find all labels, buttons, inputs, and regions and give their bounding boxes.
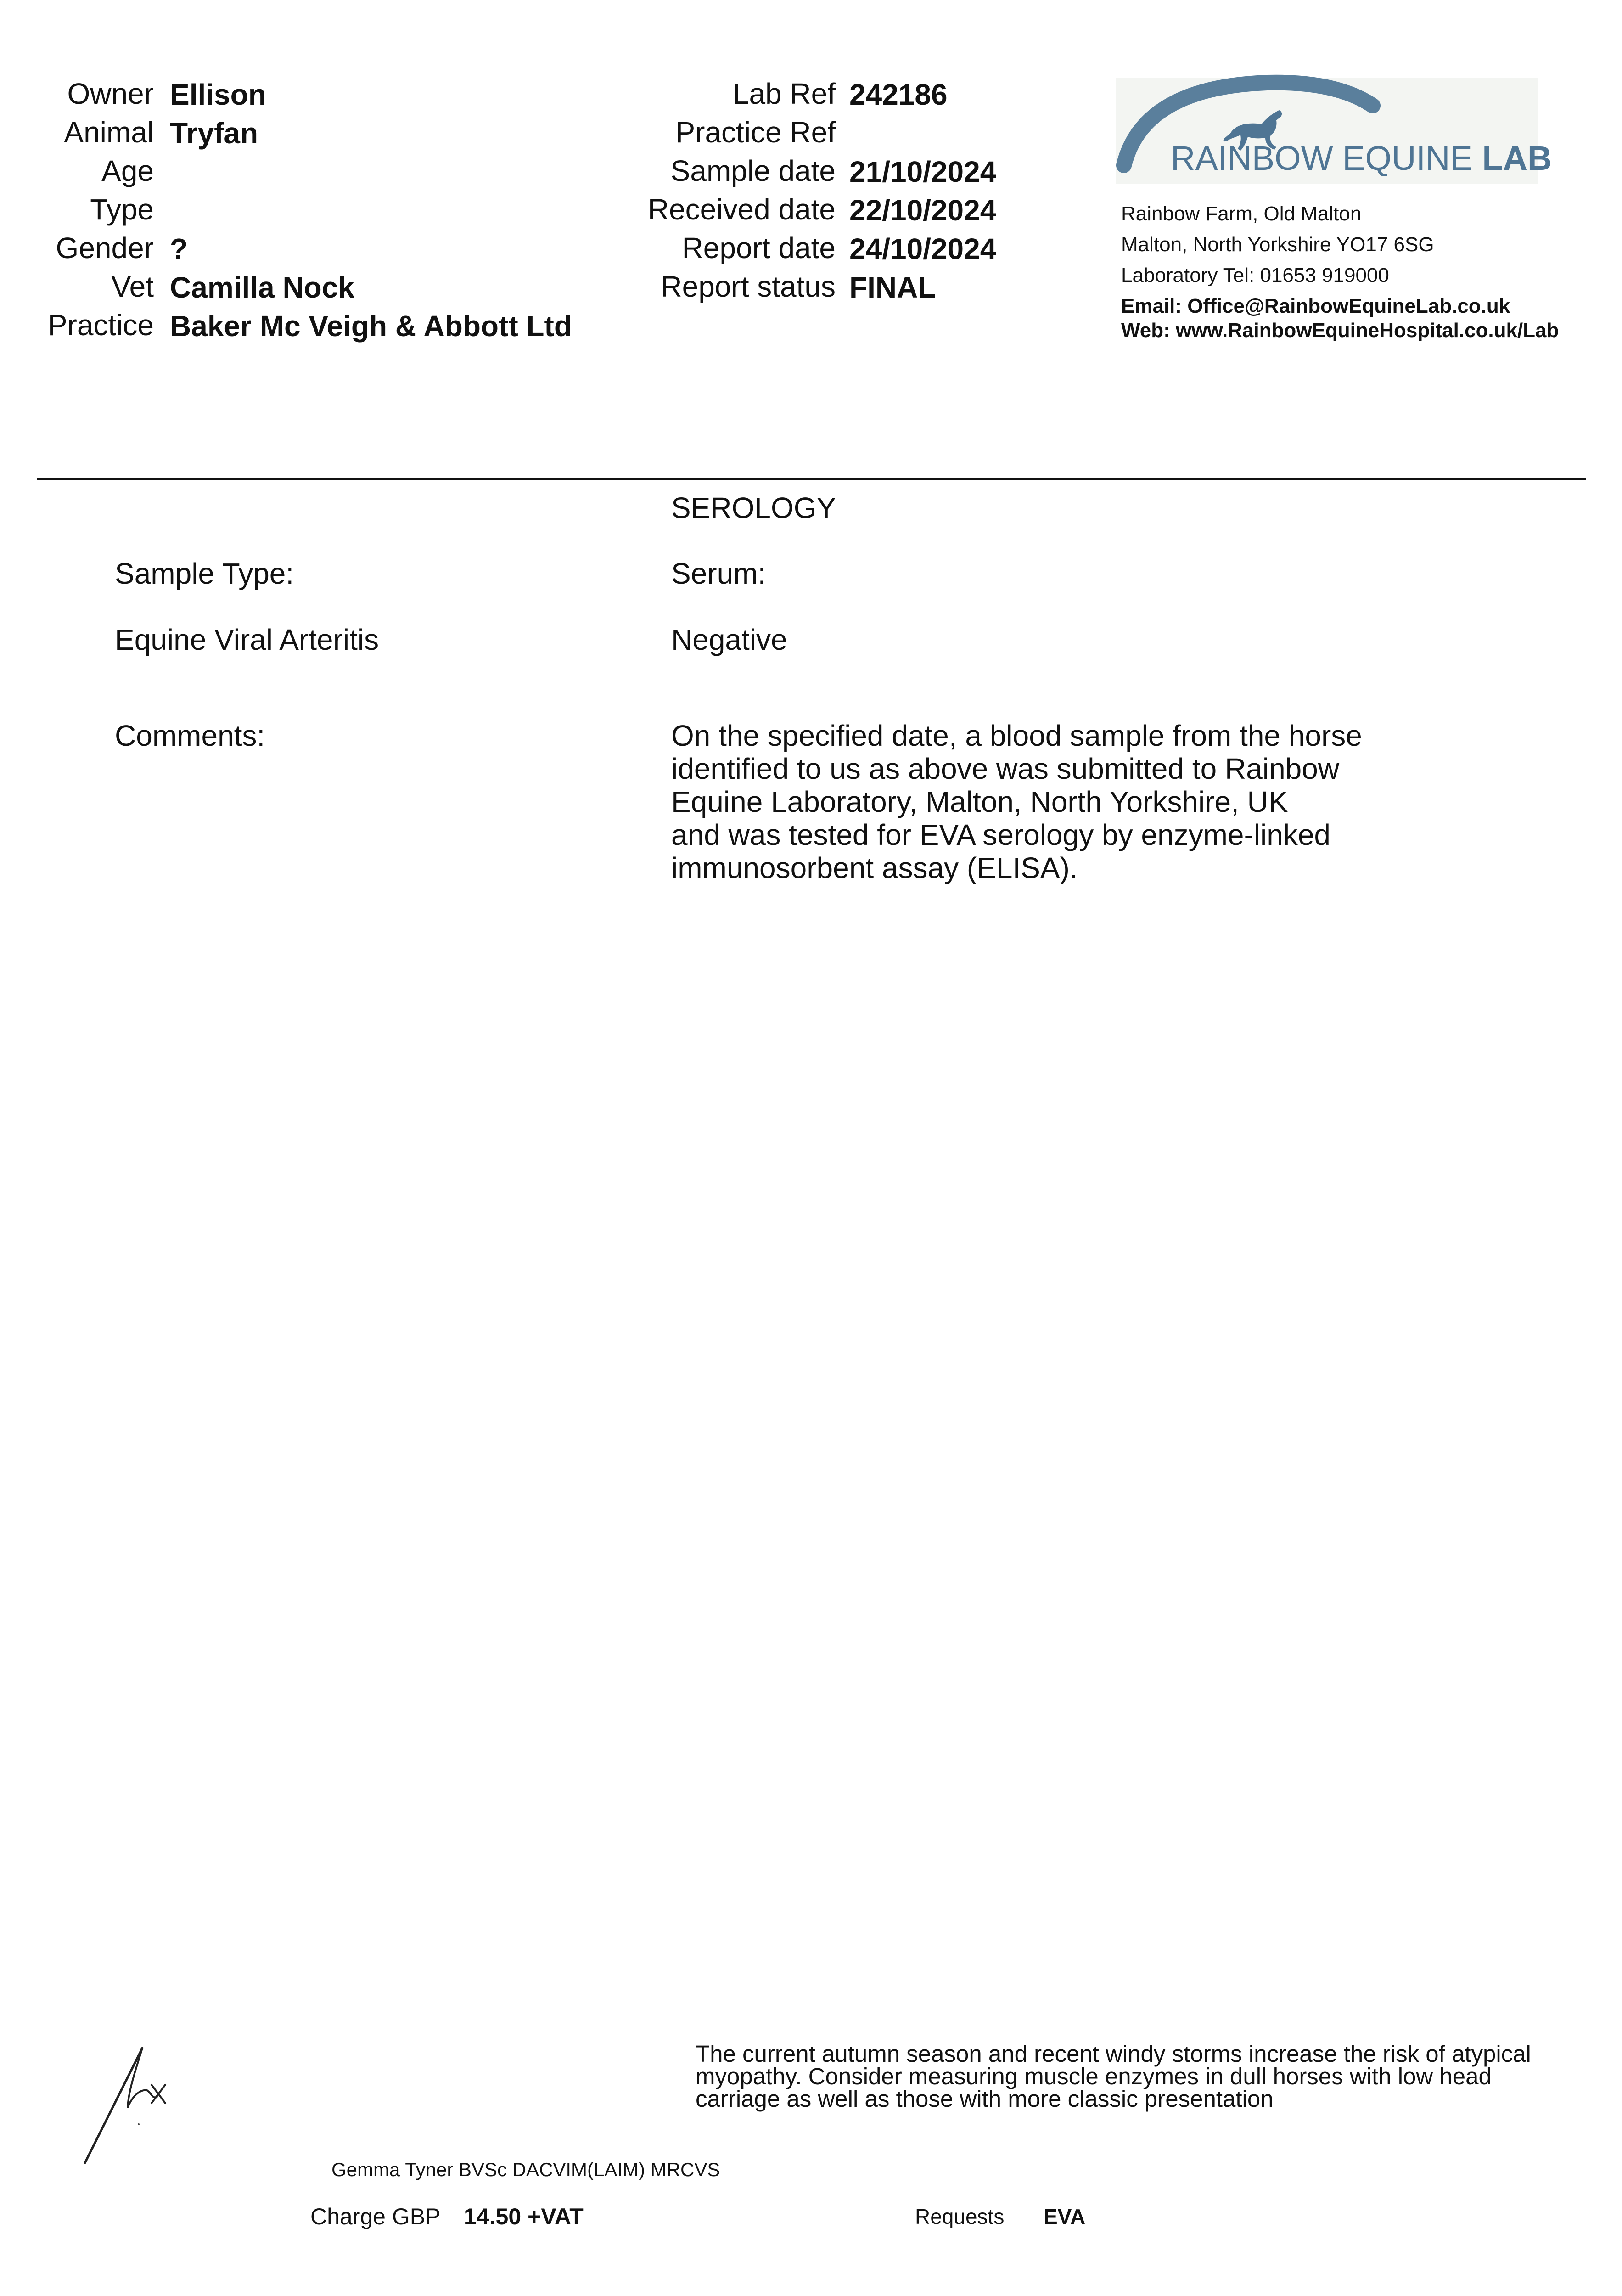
animal-label: Animal	[64, 116, 154, 149]
sample-type-label: Sample Type:	[115, 557, 294, 590]
notice-line: myopathy. Consider measuring muscle enzymes in dull horses with low head	[696, 2063, 1492, 2089]
requests-value: EVA	[1044, 2205, 1086, 2228]
sample-date-value: 21/10/2024	[849, 155, 997, 188]
lab-address-line-1: Rainbow Farm, Old Malton	[1121, 203, 1362, 225]
practice-value: Baker Mc Veigh & Abbott Ltd	[170, 310, 572, 343]
comment-line: and was tested for EVA serology by enzyme-linked	[671, 818, 1330, 851]
lab-telephone: Laboratory Tel: 01653 919000	[1121, 264, 1389, 287]
practice-ref-label: Practice Ref	[675, 116, 836, 149]
requests-label: Requests	[915, 2205, 1005, 2228]
received-date-label: Received date	[647, 193, 836, 226]
charge-value: 14.50 +VAT	[464, 2204, 584, 2229]
charge-label: Charge GBP	[310, 2204, 441, 2229]
animal-value: Tryfan	[170, 117, 258, 150]
type-label: Type	[90, 193, 154, 226]
received-date-value: 22/10/2024	[849, 194, 997, 227]
rainbow-equine-lab-logo	[1116, 78, 1552, 184]
signature	[78, 2039, 174, 2167]
seasonal-notice	[696, 2043, 1591, 2110]
logo-text: RAINBOW EQUINE LAB	[1171, 139, 1552, 177]
report-status-value: FINAL	[849, 271, 936, 304]
comment-line: Equine Laboratory, Malton, North Yorkshire, UK	[671, 785, 1288, 818]
test-result: Negative	[671, 623, 787, 656]
header-divider	[37, 478, 1586, 480]
owner-label: Owner	[67, 77, 154, 110]
age-label: Age	[101, 154, 154, 187]
comment-line: On the specified date, a blood sample from the horse	[671, 719, 1362, 752]
comment-line: identified to us as above was submitted to Rainbow	[671, 752, 1340, 785]
vet-value: Camilla Nock	[170, 271, 354, 304]
notice-line: The current autumn season and recent windy storms increase the risk of atypical	[696, 2041, 1531, 2067]
comment-line: immunosorbent assay (ELISA).	[671, 851, 1078, 884]
sample-type-value: Serum:	[671, 557, 766, 590]
report-date-label: Report date	[682, 231, 836, 264]
lab-ref-label: Lab Ref	[732, 77, 836, 110]
report-status-label: Report status	[661, 270, 836, 303]
comments-text	[671, 719, 1387, 884]
owner-value: Ellison	[170, 78, 266, 111]
gender-label: Gender	[56, 231, 154, 264]
sample-date-label: Sample date	[670, 154, 836, 187]
report-date-value: 24/10/2024	[849, 232, 997, 265]
test-name: Equine Viral Arteritis	[115, 623, 379, 656]
notice-line: carriage as well as those with more classic presentation	[696, 2086, 1274, 2112]
practice-label: Practice	[47, 309, 154, 342]
lab-web-link[interactable]: Web: www.RainbowEquineHospital.co.uk/Lab	[1121, 319, 1559, 342]
lab-ref-value: 242186	[849, 78, 948, 111]
lab-email-link[interactable]: Email: Office@RainbowEquineLab.co.uk	[1121, 295, 1510, 317]
gender-value: ?	[170, 232, 188, 265]
signer-name: Gemma Tyner BVSc DACVIM(LAIM) MRCVS	[331, 2159, 720, 2180]
comments-label: Comments:	[115, 719, 265, 752]
section-title: SEROLOGY	[671, 491, 836, 524]
lab-address-line-2: Malton, North Yorkshire YO17 6SG	[1121, 233, 1434, 256]
vet-label: Vet	[111, 270, 154, 303]
